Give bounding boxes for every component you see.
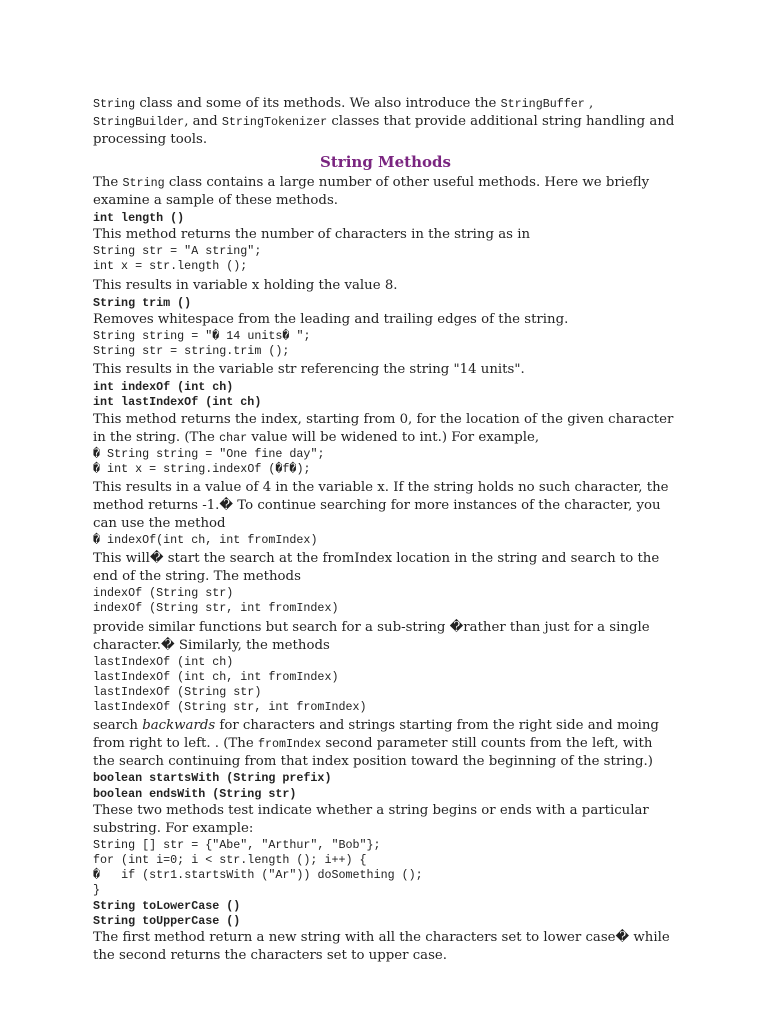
method-signature-tolowercase: String toLowerCase () String toUpperCase () bbox=[93, 898, 241, 928]
inline-code: StringTokenizer bbox=[221, 115, 328, 129]
code-block-lastindexof: lastIndexOf (int ch) lastIndexOf (int ch, int fromIndex) lastIndexOf (String str) lastIndexOf (String str, int fromIndex) bbox=[93, 654, 367, 715]
document-page bbox=[93, 95, 678, 965]
indexof-description bbox=[93, 411, 678, 447]
method-signature-startswith: boolean startsWith (String prefix) boolean endsWith (String str) bbox=[93, 771, 332, 801]
overview-text: class contains a large number of other useful methods. Here we briefly examine a sample of these methods. bbox=[93, 175, 650, 208]
method-signature-trim: String trim () bbox=[93, 295, 192, 310]
section-title: String Methods bbox=[320, 153, 451, 171]
intro-text: class and some of its methods. We also introduce the bbox=[135, 96, 501, 111]
code-block-length: String str = "A string"; int x = str.length (); bbox=[93, 244, 262, 274]
intro-text: , bbox=[584, 96, 594, 111]
lastindexof-text: for characters and strings starting from the right side and moing from right to left. . (The bbox=[93, 718, 659, 752]
indexof-result: This results in a value of 4 in the variable x. If the string holds no such character, the method returns -1.� To continue searching for more instances of the character, you can use the method bbox=[93, 480, 669, 532]
emphasis-text: backwards bbox=[142, 718, 216, 734]
indexof-similar-description: provide similar functions but search for a sub-string �rather than just for a single character.� Similarly, the methods bbox=[93, 619, 650, 653]
inline-code: String bbox=[122, 176, 165, 190]
length-result: This results in variable x holding the value 8. bbox=[93, 277, 398, 293]
code-block-indexof-variants: indexOf (String str) indexOf (String str, int fromIndex) bbox=[93, 586, 339, 616]
lastindexof-text: second parameter still counts from the left, with the search continuing from that index position toward the beginning of the string.) bbox=[93, 736, 653, 770]
lastindexof-text: search bbox=[93, 718, 143, 734]
trim-result: This results in the variable str referencing the string "14 units". bbox=[93, 362, 525, 378]
code-block-trim: String string = "� 14 units� "; String str = string.trim (); bbox=[93, 328, 311, 359]
inline-code: StringBuilder bbox=[93, 115, 185, 129]
intro-paragraph bbox=[93, 95, 678, 149]
method-signature-length: int length () bbox=[93, 211, 185, 225]
code-block-startswith: String [] str = {"Abe", "Arthur", "Bob"}; for (int i=0; i < str.length (); i++) { � if (str1.startsWith ("Ar")) doSomething (); } bbox=[93, 837, 423, 898]
startswith-description: These two methods test indicate whether a string begins or ends with a particular substring. For example: bbox=[93, 802, 649, 836]
intro-text: classes that provide additional string handling and bbox=[327, 114, 675, 129]
length-description: This method returns the number of characters in the string as in bbox=[93, 227, 531, 243]
indexof-start-description: This will� start the search at the fromIndex location in the string and search to the end of the string. The methods bbox=[93, 551, 660, 585]
code-indexof-fromindex: � indexOf(int ch, int fromIndex) bbox=[93, 533, 318, 548]
inline-code: char bbox=[219, 430, 248, 445]
intro-text: , and bbox=[184, 114, 222, 129]
trim-description: Removes whitespace from the leading and trailing edges of the string. bbox=[93, 311, 569, 327]
indexof-text: value will be widened to int.) For example, bbox=[247, 429, 540, 445]
intro-text: processing tools. bbox=[93, 132, 208, 147]
inline-code: fromIndex bbox=[257, 737, 322, 752]
inline-code: String bbox=[93, 97, 136, 111]
method-signature-indexof: int indexOf (int ch) int lastIndexOf (int ch) bbox=[93, 380, 262, 410]
inline-code: StringBuffer bbox=[500, 97, 585, 111]
lastindexof-description bbox=[93, 717, 678, 771]
code-block-indexof: � String string = "One fine day"; � int x = string.indexOf (�f�); bbox=[93, 446, 325, 476]
overview-paragraph bbox=[93, 174, 678, 210]
indexof-text: This method returns the index, starting from 0, for the location of the given character in the string. (The bbox=[93, 411, 674, 445]
tolowercase-description: The first method return a new string with all the characters set to lower case� while the second returns the characters set to upper case. bbox=[93, 930, 670, 964]
overview-text: The bbox=[93, 175, 123, 190]
